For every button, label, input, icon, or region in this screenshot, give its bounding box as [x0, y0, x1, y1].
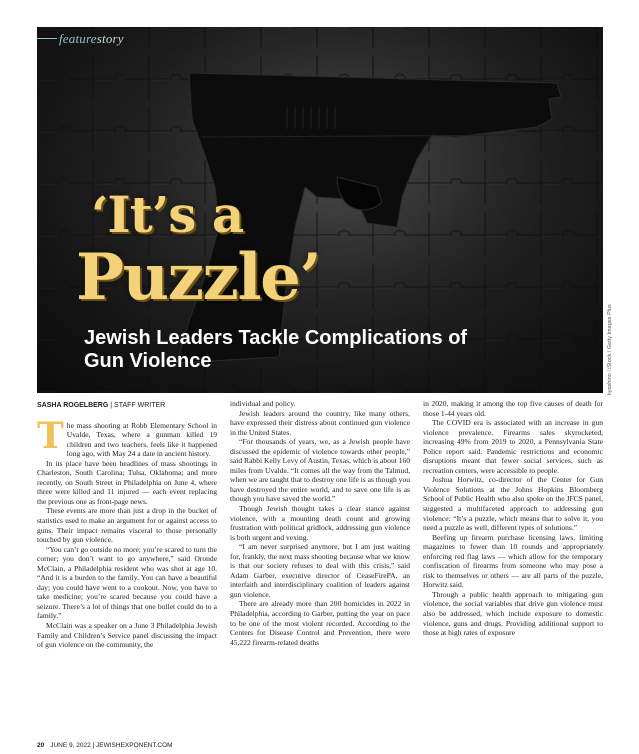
drop-cap: T [37, 414, 64, 457]
byline [37, 401, 217, 411]
paragraph: Though Jewish thought takes a clear stance against violence, with a mounting death count and growing frustration with political gridlock, addressing gun violence is both urgent and vexing. [230, 504, 410, 542]
headline-line-2: Puzzle’ [76, 240, 321, 315]
page-footer [37, 742, 173, 749]
article-column-1 [37, 399, 217, 650]
paragraph: Through a public health approach to mitigating gun violence, the social variables that drive gun violence must also be addressed, which include exposure to domestic violence, guns and drugs. Providing additional support to those at high rates of exposure [423, 589, 603, 638]
paragraph: There are already more than 200 homicides in 2022 in Philadelphia, according to Garber, putting the year on pace to be one of the most violent recorded. According to the Centers for Disease Control and Prevention, there were 45,222 firearm-related deaths [230, 599, 410, 647]
page-number: 20 [37, 742, 45, 749]
footer-info: JUNE 9, 2022 | JEWISHEXPONENT.COM [50, 742, 173, 749]
paragraph: Joshua Horwitz, co-director of the Center for Gun Violence Solutions at the Johns Hopkins Bloomberg School of Public Health who also spoke on the JFCS panel, suggested a multifaceted approach to addressing gun violence: “It’s a puzzle, which means that to solve it, you need a puzzle as well, different types of solutions.” [423, 475, 603, 533]
article-column-3 [423, 399, 603, 638]
paragraph: In its place have been headlines of mass shootings in Charleston, South Carolina; Tulsa, Oklahoma; and more recently, on South Street in Philadelphia on June 4, where three were killed and 11 injured — each event replacing the previous one as front-page news. [37, 458, 217, 506]
subheadline: Jewish Leaders Tackle Complications of Gun Violence [84, 327, 468, 372]
feature-rule [37, 38, 57, 39]
paragraph: in 2020, making it among the top five causes of death for those 1-44 years old. [423, 399, 603, 418]
feature-tag-sub: story [96, 31, 124, 46]
paragraph: “I am never surprised anymore, but I am just waiting for, frankly, the next mass shooting because what we know is that our society refuses to deal with this crisis,” said Adam Garber, executive director of CeaseFirePA, an interfaith and interdisciplinary coalition of leaders against gun violence. [230, 542, 410, 599]
article-column-2 [230, 399, 410, 647]
paragraph: These events are more than just a drop in the bucket of statistics used to make an argument for or against access to guns. Their impact remains visceral to those personally touched by gun violence. [37, 506, 217, 545]
paragraph: “You can’t go outside no more; you’re scared to turn the corner; you don’t want to go anywhere,” said Oronde McClain, a Philadelphia resident who was shot at age 10. “And it is a burden to the family. You can have a beautiful day; you could have went to a cookout. Now, you have to take medicine; you’re scared because you could have a seizure. There’s a lot of things that one bullet could do to a family.” [37, 544, 217, 621]
paragraph: individual and policy. [230, 399, 296, 408]
paragraph: Beefing up firearm purchase licensing laws, limiting magazines to fewer than 10 rounds and appropriately enforcing red flag laws — which allow for the temporary confiscation of firearms from someone who may pose a risk to themselves or others — are all parts of the puzzle, Horwitz said. [423, 532, 603, 590]
feature-tag-main: feature [59, 31, 97, 46]
paragraph: Jewish leaders around the country, like many others, have expressed their distress about continued gun violence in the United States. [230, 408, 410, 437]
paragraph: McClain was a speaker on a June 3 Philadelphia Jewish Family and Children’s Service panel discussing the impact of gun violence on the community, the [37, 621, 217, 650]
photo-credit: kyoshino / iStock / Getty Images Plus [607, 304, 613, 395]
byline-author: SASHA ROGELBERG [37, 402, 109, 409]
feature-story-tag [59, 31, 124, 47]
headline-line-1: ‘It’s a [91, 185, 244, 244]
byline-role: | STAFF WRITER [108, 402, 166, 409]
paragraph: “For thousands of years, we, as a Jewish people have discussed the epidemic of violence towards other people,” said Rabbi Kelly Levy of Austin, Texas, which is about 160 miles from Uvalde. “It comes all the way from the Talmud, when we are taught that to destroy one life is as though you have destroyed the entire world, and to save one life is as though you have saved the world.” [230, 437, 411, 504]
paragraph: The mass shooting at Robb Elementary School in Uvalde, Texas, where a gunman killed 19 children and two teachers, feels like it happened long ago, with May 24 a date in ancient history. [37, 414, 217, 459]
paragraph: The COVID era is associated with an increase in gun violence prevalence. Firearms sales skyrocketed, increasing 49% from 2019 to 2020, a Pennsylvania State Police report said. Pandemic restrictions and economic disruptions meant that fewer social services, such as recreation centers, were accessible to people. [423, 418, 603, 475]
